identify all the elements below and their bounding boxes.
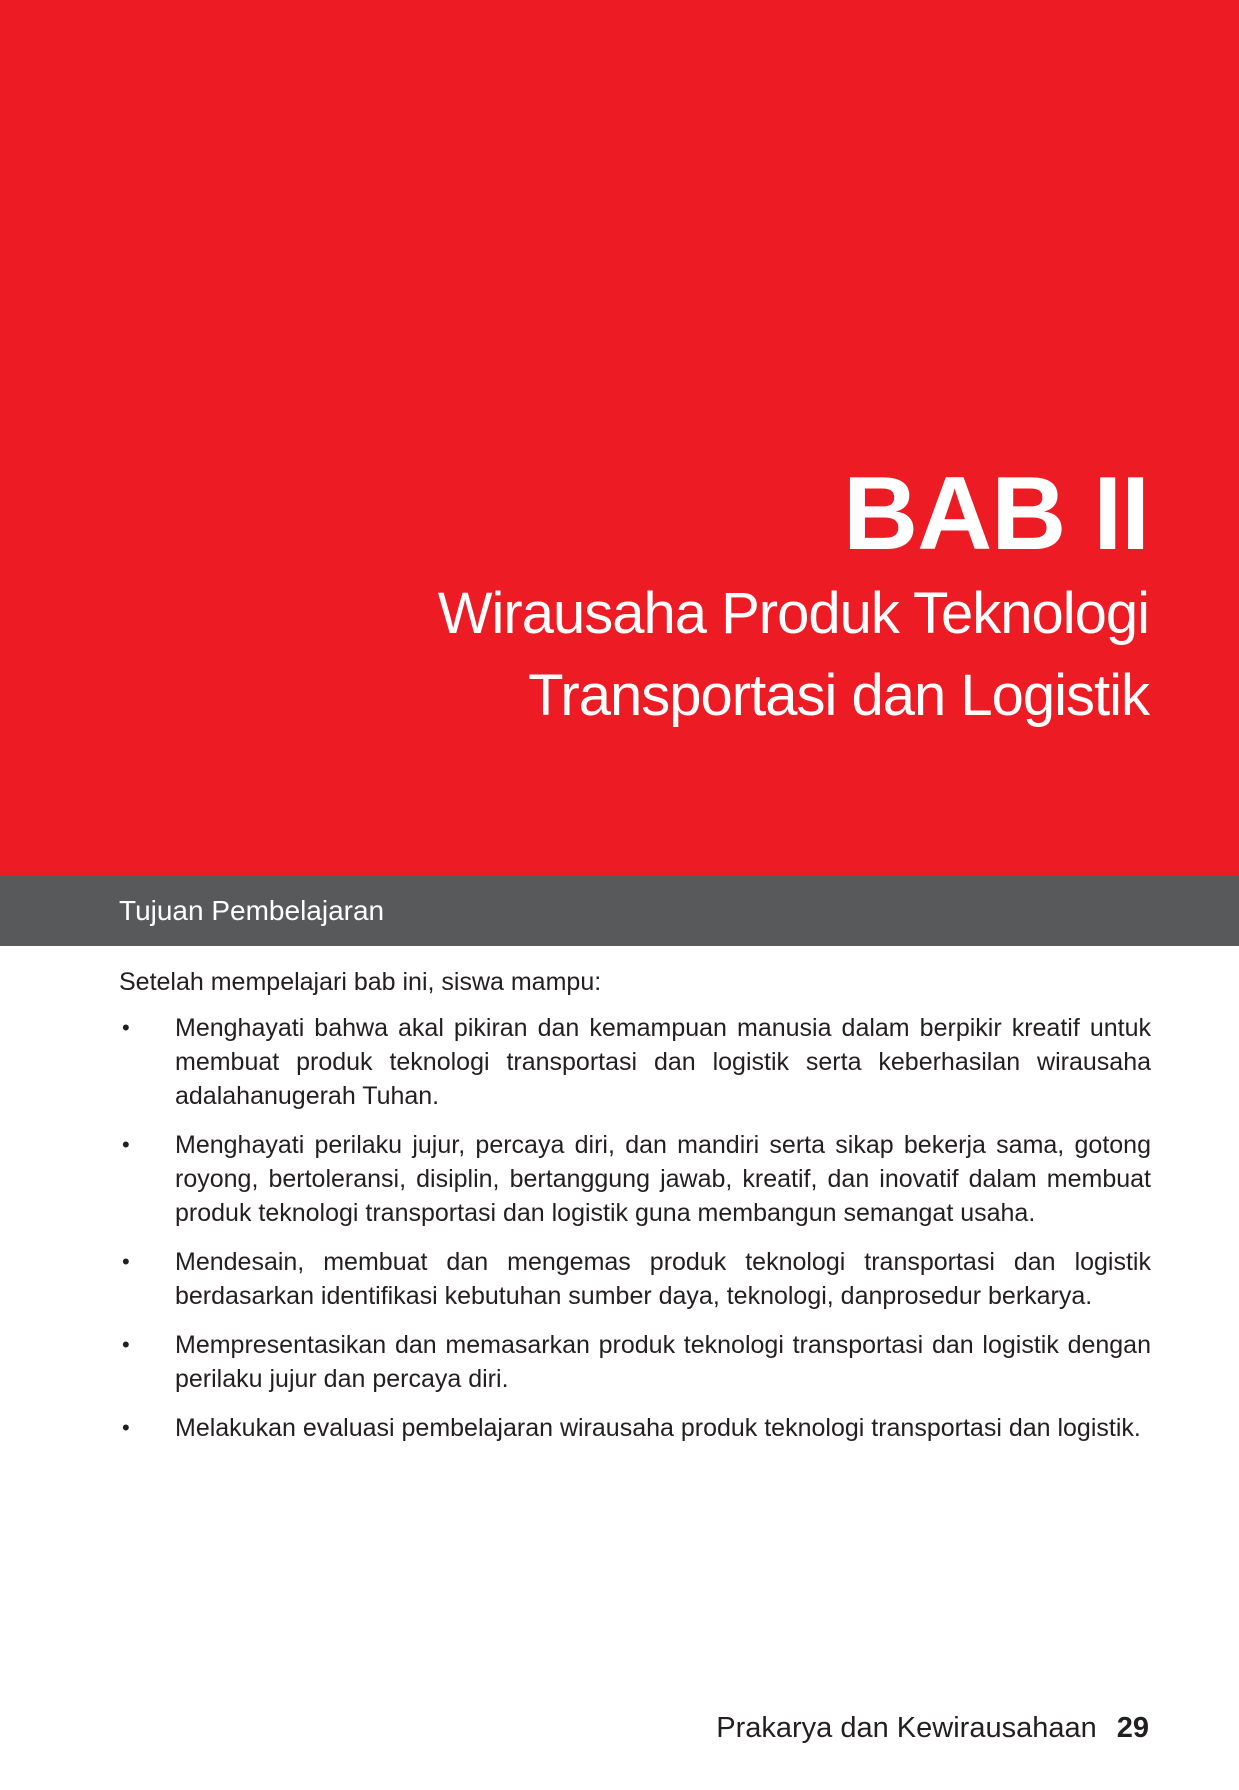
chapter-header <box>0 0 1239 875</box>
chapter-title-line-2: Transportasi dan Logistik <box>528 663 1149 728</box>
page-number: 29 <box>1116 1712 1149 1744</box>
bullet-icon: • <box>122 1132 130 1157</box>
objective-item <box>119 1245 1151 1313</box>
objective-item <box>119 1128 1151 1230</box>
chapter-heading-block <box>438 455 1149 737</box>
objective-text: Menghayati bahwa akal pikiran dan kemampuan manusia dalam berpikir kreatif untuk membuat produk teknologi transportasi dan logistik serta keberhasilan wirausaha adalahanugerah Tuhan. <box>175 1014 1151 1110</box>
objective-text: Mendesain, membuat dan mengemas produk teknologi transportasi dan logistik berdasarkan identifikasi kebutuhan sumber daya, teknologi, danprosedur berkarya. <box>175 1248 1151 1310</box>
bullet-icon: • <box>122 1249 130 1274</box>
chapter-number: BAB II <box>843 456 1149 572</box>
objective-item <box>119 1328 1151 1396</box>
section-title: Tujuan Pembelajaran <box>119 895 385 926</box>
objective-text: Melakukan evaluasi pembelajaran wirausaha produk teknologi transportasi dan logistik. <box>175 1414 1141 1442</box>
bullet-icon: • <box>122 1015 130 1040</box>
book-title: Prakarya dan Kewirausahaan <box>716 1712 1097 1744</box>
section-bar <box>0 875 1239 946</box>
bullet-icon: • <box>122 1415 130 1440</box>
objective-item <box>119 1011 1151 1113</box>
objective-item <box>119 1411 1151 1445</box>
objective-text: Menghayati perilaku jujur, percaya diri, dan mandiri serta sikap bekerja sama, gotong royong, bertoleransi, disiplin, bertanggung jawab, kreatif, dan inovatif dalam membuat produk teknologi transportasi dan logistik guna membangun semangat usaha. <box>175 1131 1151 1227</box>
intro-text: Setelah mempelajari bab ini, siswa mampu: <box>119 968 602 996</box>
chapter-title-line-1: Wirausaha Produk Teknologi <box>437 581 1149 646</box>
objectives-list <box>119 1011 1151 1445</box>
page-footer <box>716 1708 1149 1748</box>
bullet-icon: • <box>122 1332 130 1357</box>
learning-objectives <box>119 965 1151 1460</box>
objective-text: Mempresentasikan dan memasarkan produk teknologi transportasi dan logistik dengan perilaku jujur dan percaya diri. <box>175 1331 1151 1393</box>
